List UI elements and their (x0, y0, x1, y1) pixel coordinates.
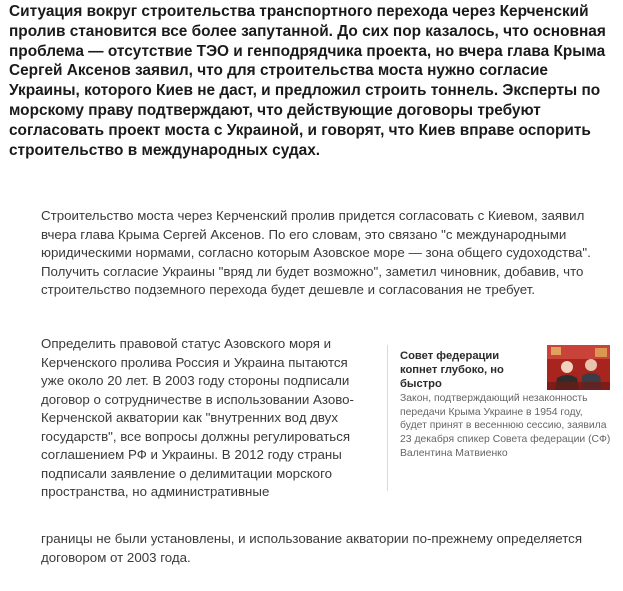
article-paragraph: Определить правовой статус Азовского моря и Керченского пролива Россия и Украина пытаются уже около 20 лет. В 2003 году стороны подписали договор о сотрудничестве в использовании Азово-Керченской акватории как "внутренних вод двух государств", все вопросы должны регулироваться соглашением РФ и Украины. В 2012 году страны подписали заявление о делимитации морского пространства, но административные (41, 336, 354, 499)
article-paragraph: границы не были установлены, и использование акватории по-прежнему определяется договором от 2003 года. (41, 531, 583, 565)
related-article-thumbnail[interactable] (547, 345, 610, 390)
article-paragraph: Строительство моста через Керченский пролив придется согласовать с Киевом, заявил вчера глава Крыма Сергей Аксенов. По его словам, это связано "с международными юридическими нормами, согласно которым Азовское море — зона общего судоходства". Получить согласие Украины "вряд ли будет возможно", заметил чиновник, добавив, что строительство подземного перехода будет дешевле и согласования не требует. (41, 208, 591, 297)
photo-image-icon (547, 345, 610, 390)
related-article-box (387, 345, 613, 491)
related-article-link[interactable]: Совет федерации копнет глубоко, но быстро (400, 350, 504, 391)
related-article-summary: Закон, подтверждающий незаконность передачи Крыма Украине в 1954 году, будет принят в весеннюю сессию, заявила 23 декабря спикер Совета федерации (СФ) Валентина Матвиенко (400, 393, 611, 459)
article-lead: Ситуация вокруг строительства транспортного перехода через Керченский пролив становится все более запутанной. До сих пор казалось, что основная проблема — отсутствие ТЭО и генподрядчика проекта, но вчера глава Крыма Сергей Аксенов заявил, что для строительства моста нужно согласие Украины, которого Киев не даст, и предложил строить тоннель. Эксперты по морскому праву подтверждают, что действующие договоры требуют согласовать проект моста с Украиной, и говорят, что Киев вправе оспорить строительство в международных судах. (9, 3, 606, 159)
